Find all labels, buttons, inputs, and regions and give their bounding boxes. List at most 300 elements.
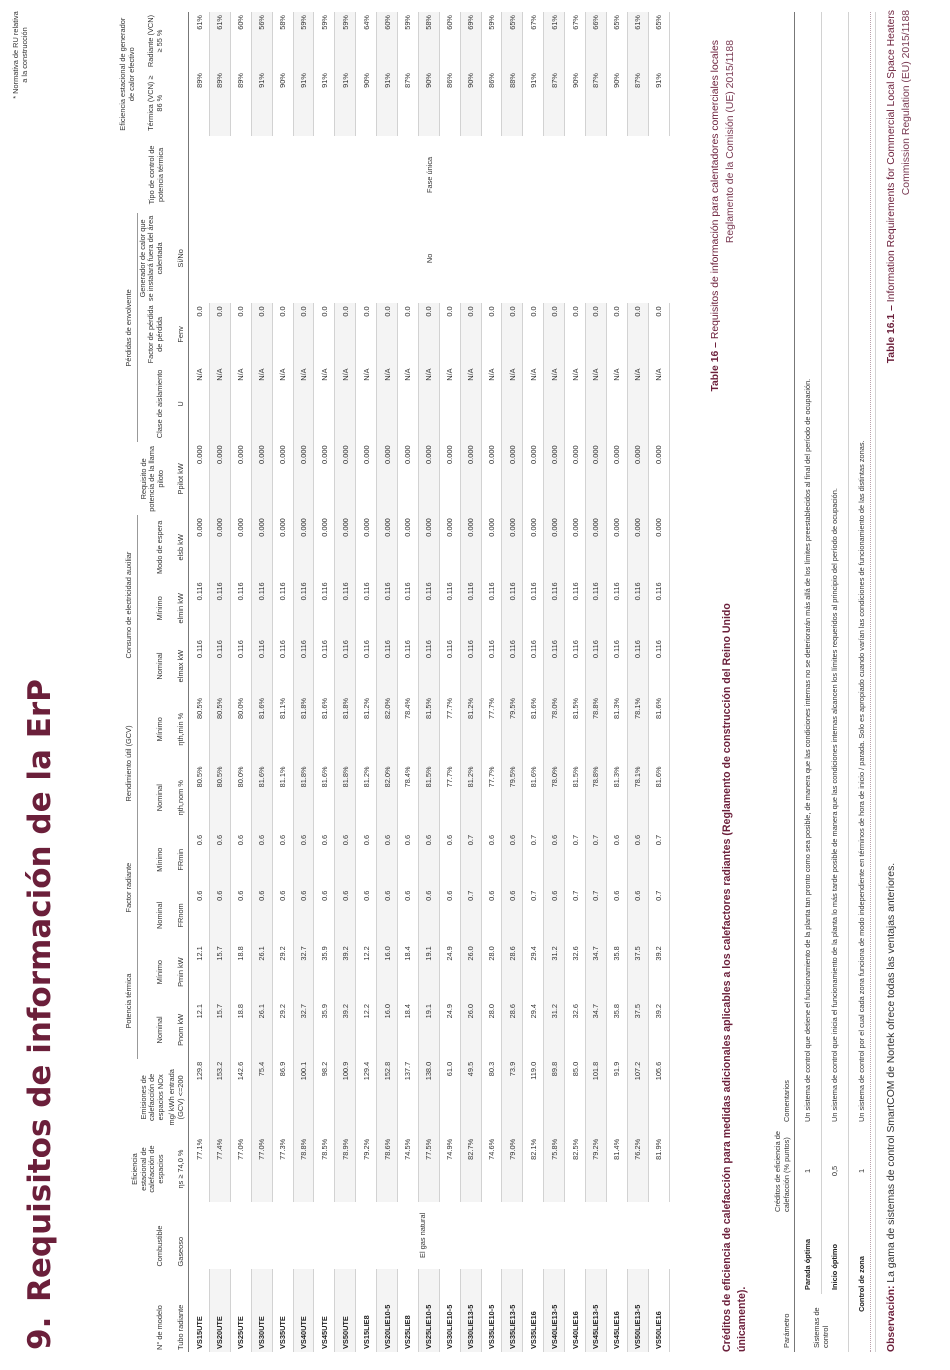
ethmin-cell: 78.4% xyxy=(398,695,419,763)
fenv-cell: 0.0 xyxy=(502,303,523,365)
elmin-cell: 0.116 xyxy=(523,579,544,637)
frnom-cell: 0.6 xyxy=(398,888,419,944)
hdr-radiant-efficiency: Radiante (VCN) ≥ 55 % xyxy=(146,14,164,68)
ppilot-cell: 0.000 xyxy=(586,442,607,515)
radiant-eff-cell: 59% xyxy=(335,12,356,70)
elmax-cell: 0.116 xyxy=(460,637,481,695)
hdr-heat-minimum: Mínimo xyxy=(154,960,164,985)
frnom-cell: 0.6 xyxy=(544,888,565,944)
radiant-eff-cell: 65% xyxy=(606,12,627,70)
hdr-heat-nominal: Nominal xyxy=(154,1016,164,1044)
credits-table xyxy=(772,12,876,1352)
elmin-cell: 0.116 xyxy=(439,579,460,637)
frmin-cell: 0.6 xyxy=(335,832,356,888)
frnom-cell: 0.6 xyxy=(418,888,439,944)
pnom-cell: 39.2 xyxy=(335,1001,356,1059)
model-cell: VS30UTE xyxy=(251,1269,272,1352)
frnom-cell: 0.6 xyxy=(272,888,293,944)
ethnom-cell: 80.0% xyxy=(230,763,251,831)
model-cell: VS45LIE13-5 xyxy=(586,1269,607,1352)
elmin-cell: 0.116 xyxy=(272,579,293,637)
hdr-aux-minimum: Mínimo xyxy=(154,596,164,621)
hdr-insulation-class: Clase de aislamiento xyxy=(154,369,164,439)
radiant-eff-cell: 60% xyxy=(230,12,251,70)
ppilot-cell: 0.000 xyxy=(189,442,210,515)
elmin-cell: 0.116 xyxy=(586,579,607,637)
model-cell: VS50UTE xyxy=(335,1269,356,1352)
pmin-cell: 34.7 xyxy=(586,943,607,1001)
observation xyxy=(884,452,899,1352)
pnom-cell: 26.0 xyxy=(460,1001,481,1059)
ethmin-cell: 81.6% xyxy=(251,695,272,763)
ethmin-cell: 78.1% xyxy=(627,695,648,763)
fenv-cell: 0.0 xyxy=(356,303,377,365)
elmax-cell: 0.116 xyxy=(606,637,627,695)
thermal-eff-cell: 87% xyxy=(586,70,607,136)
emissions-cell: 101.8 xyxy=(586,1059,607,1136)
u-cell: N/A xyxy=(230,365,251,442)
fuel-cell xyxy=(189,1202,419,1268)
ppilot-cell: 0.000 xyxy=(356,442,377,515)
unit-model: Tubo radiante xyxy=(166,1269,189,1352)
radiant-eff-cell: 65% xyxy=(648,12,669,70)
hdr-envelope-losses: Pérdidas de envolvente xyxy=(118,213,137,442)
ethnom-cell: 81.6% xyxy=(648,763,669,831)
pnom-cell: 29.2 xyxy=(272,1001,293,1059)
emissions-cell: 119.0 xyxy=(523,1059,544,1136)
hdr-radiant-factor: Factor radiante xyxy=(118,832,137,943)
elsb-cell: 0.000 xyxy=(356,515,377,579)
hdr-loss-factor: Factor de pérdida de pérdida xyxy=(146,305,164,364)
pmin-cell: 39.2 xyxy=(335,943,356,1001)
seasonal-cell: 74.9% xyxy=(439,1136,460,1202)
frmin-cell: 0.6 xyxy=(272,832,293,888)
pnom-cell: 15.7 xyxy=(210,1001,231,1059)
unit-frmin: FRmin xyxy=(166,832,189,888)
model-cell: VS30LIE10-5 xyxy=(439,1269,460,1352)
ethnom-cell: 81.6% xyxy=(251,763,272,831)
frmin-cell: 0.6 xyxy=(439,832,460,888)
ppilot-cell: 0.000 xyxy=(210,442,231,515)
elmax-cell: 0.116 xyxy=(586,637,607,695)
seasonal-cell: 76.2% xyxy=(627,1136,648,1202)
fenv-cell: 0.0 xyxy=(251,303,272,365)
u-cell: N/A xyxy=(210,365,231,442)
control-type-cell: Fase única xyxy=(189,136,669,213)
model-cell: VS40UTE xyxy=(293,1269,314,1352)
pmin-cell: 19.1 xyxy=(418,943,439,1001)
frnom-cell: 0.7 xyxy=(460,888,481,944)
frnom-cell: 0.6 xyxy=(189,888,210,944)
elsb-cell: 0.000 xyxy=(648,515,669,579)
model-cell: VS25LIE10-5 xyxy=(418,1269,439,1352)
radiant-eff-cell: 58% xyxy=(272,12,293,70)
seasonal-cell: 79.2% xyxy=(356,1136,377,1202)
thermal-eff-cell: 90% xyxy=(606,70,627,136)
credits-col-param: Parámetro xyxy=(772,1216,794,1352)
hdr-effective-efficiency: Eficiencia estacional de generador de calor efectivo xyxy=(118,17,136,131)
ppilot-cell: 0.000 xyxy=(606,442,627,515)
elmin-cell: 0.116 xyxy=(627,579,648,637)
model-cell: VS25LIE8 xyxy=(398,1269,419,1352)
thermal-eff-cell: 86% xyxy=(481,70,502,136)
emissions-cell: 98.2 xyxy=(314,1059,335,1136)
ethnom-cell: 81.6% xyxy=(523,763,544,831)
elmax-cell: 0.116 xyxy=(648,637,669,695)
seasonal-cell: 77.1% xyxy=(189,1136,210,1202)
ppilot-cell: 0.000 xyxy=(439,442,460,515)
unit-elmax: elmax kW xyxy=(166,637,189,695)
unit-ethmin: ηth,min % xyxy=(166,695,189,763)
frmin-cell: 0.6 xyxy=(627,832,648,888)
elmax-cell: 0.116 xyxy=(293,637,314,695)
unit-yn: Sí/No xyxy=(166,213,189,303)
radiant-eff-cell: 61% xyxy=(627,12,648,70)
pmin-cell: 24.9 xyxy=(439,943,460,1001)
thermal-eff-cell: 89% xyxy=(230,70,251,136)
ethmin-cell: 81.8% xyxy=(293,695,314,763)
frmin-cell: 0.6 xyxy=(314,832,335,888)
elmax-cell: 0.116 xyxy=(314,637,335,695)
emissions-cell: 107.2 xyxy=(627,1059,648,1136)
elsb-cell: 0.000 xyxy=(481,515,502,579)
frnom-cell: 0.6 xyxy=(356,888,377,944)
pnom-cell: 24.9 xyxy=(439,1001,460,1059)
elsb-cell: 0.000 xyxy=(251,515,272,579)
elsb-cell: 0.000 xyxy=(439,515,460,579)
hdr-fr-nominal: Nominal xyxy=(154,901,164,929)
elmax-cell: 0.116 xyxy=(544,637,565,695)
emissions-cell: 80.3 xyxy=(481,1059,502,1136)
model-cell: VS35LIE16 xyxy=(523,1269,544,1352)
frmin-cell: 0.7 xyxy=(523,832,544,888)
frnom-cell: 0.6 xyxy=(293,888,314,944)
elmax-cell: 0.116 xyxy=(481,637,502,695)
ppilot-cell: 0.000 xyxy=(314,442,335,515)
hdr-eff-minimum: Mínimo xyxy=(154,717,164,742)
seasonal-cell: 77.0% xyxy=(251,1136,272,1202)
fenv-cell: 0.0 xyxy=(377,303,398,365)
elmin-cell: 0.116 xyxy=(251,579,272,637)
emissions-cell: 49.5 xyxy=(460,1059,481,1136)
fenv-cell: 0.0 xyxy=(189,303,210,365)
pnom-cell: 34.7 xyxy=(586,1001,607,1059)
ppilot-cell: 0.000 xyxy=(230,442,251,515)
pnom-cell: 39.2 xyxy=(648,1001,669,1059)
frmin-cell: 0.6 xyxy=(356,832,377,888)
pnom-cell: 16.0 xyxy=(377,1001,398,1059)
ppilot-cell: 0.000 xyxy=(481,442,502,515)
seasonal-cell: 77.3% xyxy=(272,1136,293,1202)
unit-pmin: Pmin kW xyxy=(166,943,189,1001)
pmin-cell: 28.6 xyxy=(502,943,523,1001)
elmax-cell: 0.116 xyxy=(189,637,210,695)
thermal-eff-cell: 87% xyxy=(627,70,648,136)
elsb-cell: 0.000 xyxy=(230,515,251,579)
fenv-cell: 0.0 xyxy=(648,303,669,365)
ethnom-cell: 78.4% xyxy=(398,763,419,831)
credits-points: 0,5 xyxy=(821,1126,848,1216)
ethmin-cell: 81.5% xyxy=(565,695,586,763)
credits-col-points: Créditos de eficiencia de calefacción (% puntos) xyxy=(772,1126,794,1216)
frmin-cell: 0.6 xyxy=(293,832,314,888)
elsb-cell: 0.000 xyxy=(335,515,356,579)
thermal-eff-cell: 87% xyxy=(398,70,419,136)
unit-elsb: elsb kW xyxy=(166,515,189,579)
radiant-eff-cell: 61% xyxy=(189,12,210,70)
pmin-cell: 39.2 xyxy=(648,943,669,1001)
seasonal-cell: 82.5% xyxy=(565,1136,586,1202)
u-cell: N/A xyxy=(356,365,377,442)
elmax-cell: 0.116 xyxy=(251,637,272,695)
radiant-eff-cell: 67% xyxy=(523,12,544,70)
thermal-eff-cell: 91% xyxy=(648,70,669,136)
elmin-cell: 0.116 xyxy=(189,579,210,637)
ethnom-cell: 81.2% xyxy=(460,763,481,831)
model-cell: VS20LIE10-5 xyxy=(377,1269,398,1352)
table-16-text: Requisitos de información para calentadores comerciales locales xyxy=(710,40,721,343)
ethmin-cell: 81.6% xyxy=(523,695,544,763)
credits-row xyxy=(848,12,875,1352)
seasonal-cell: 81.9% xyxy=(648,1136,669,1202)
unit-radiant xyxy=(166,12,189,70)
frmin-cell: 0.6 xyxy=(189,832,210,888)
credits-points: 1 xyxy=(848,1126,875,1216)
fenv-cell: 0.0 xyxy=(335,303,356,365)
frnom-cell: 0.7 xyxy=(523,888,544,944)
elmin-cell: 0.116 xyxy=(648,579,669,637)
unit-ppilot: Ppilot kW xyxy=(166,442,189,515)
thermal-eff-cell: 89% xyxy=(189,70,210,136)
ppilot-cell: 0.000 xyxy=(272,442,293,515)
emissions-cell: 137.7 xyxy=(398,1059,419,1136)
table-16-label: Table 16 – xyxy=(710,342,721,392)
hdr-model-label: N° de modelo xyxy=(154,1305,164,1350)
radiant-eff-cell: 61% xyxy=(544,12,565,70)
radiant-eff-cell: 61% xyxy=(210,12,231,70)
u-cell: N/A xyxy=(481,365,502,442)
emissions-cell: 129.8 xyxy=(189,1059,210,1136)
uk-regulation-note: * Normativa de RU relativa a la construcción xyxy=(11,11,29,99)
credits-table-wrapper xyxy=(772,12,876,1352)
hdr-thermal-efficiency: Térmica (VCN) ≥ 86 % xyxy=(146,75,164,131)
frnom-cell: 0.6 xyxy=(230,888,251,944)
frnom-cell: 0.6 xyxy=(335,888,356,944)
emissions-cell: 61.0 xyxy=(439,1059,460,1136)
thermal-eff-cell: 90% xyxy=(418,70,439,136)
radiant-eff-cell: 59% xyxy=(481,12,502,70)
ethmin-cell: 78.8% xyxy=(586,695,607,763)
frnom-cell: 0.6 xyxy=(481,888,502,944)
radiant-eff-cell: 59% xyxy=(314,12,335,70)
pnom-cell: 35.8 xyxy=(606,1001,627,1059)
elsb-cell: 0.000 xyxy=(293,515,314,579)
pmin-cell: 31.2 xyxy=(544,943,565,1001)
unit-elmin: elmin kW xyxy=(166,579,189,637)
ethmin-cell: 79.5% xyxy=(502,695,523,763)
ethmin-cell: 81.5% xyxy=(418,695,439,763)
model-cell: VS45LIE16 xyxy=(606,1269,627,1352)
elmin-cell: 0.116 xyxy=(293,579,314,637)
hdr-model xyxy=(118,1269,137,1352)
u-cell: N/A xyxy=(418,365,439,442)
seasonal-cell: 79.0% xyxy=(502,1136,523,1202)
fenv-cell: 0.0 xyxy=(418,303,439,365)
elsb-cell: 0.000 xyxy=(460,515,481,579)
pnom-cell: 18.4 xyxy=(398,1001,419,1059)
hdr-auxiliary-electricity: Consumo de electricidad auxiliar xyxy=(118,515,137,695)
radiant-eff-cell: 64% xyxy=(356,12,377,70)
fenv-cell: 0.0 xyxy=(439,303,460,365)
pmin-cell: 16.0 xyxy=(377,943,398,1001)
model-cell: VS15LIE8 xyxy=(356,1269,377,1352)
thermal-eff-cell: 91% xyxy=(335,70,356,136)
pmin-cell: 15.7 xyxy=(210,943,231,1001)
fenv-cell: 0.0 xyxy=(210,303,231,365)
emissions-cell: 89.8 xyxy=(544,1059,565,1136)
credits-name: Parada óptima xyxy=(794,1216,821,1294)
fenv-cell: 0.0 xyxy=(293,303,314,365)
hdr-control-type: Tipo de control de potencia térmica xyxy=(147,145,165,205)
thermal-eff-cell: 90% xyxy=(272,70,293,136)
unit-fenv: Fenv xyxy=(166,303,189,365)
ethnom-cell: 77.7% xyxy=(439,763,460,831)
elsb-cell: 0.000 xyxy=(627,515,648,579)
hdr-pilot-flame: Requisito de potencia de la llama piloto xyxy=(138,445,165,512)
ethnom-cell: 79.5% xyxy=(502,763,523,831)
hdr-outside-heated-area: Generador de calor que se instalará fuera del área calentada xyxy=(137,215,164,302)
thermal-eff-cell: 89% xyxy=(210,70,231,136)
frmin-cell: 0.6 xyxy=(377,832,398,888)
emissions-cell: 100.1 xyxy=(293,1059,314,1136)
credits-row xyxy=(794,12,821,1352)
ppilot-cell: 0.000 xyxy=(293,442,314,515)
ethmin-cell: 80.5% xyxy=(210,695,231,763)
emissions-cell: 129.4 xyxy=(356,1059,377,1136)
frnom-cell: 0.6 xyxy=(210,888,231,944)
hdr-seasonal: Eficiencia estacional de calefacción de espacios xyxy=(130,1145,165,1193)
ethnom-cell: 81.5% xyxy=(418,763,439,831)
fenv-cell: 0.0 xyxy=(627,303,648,365)
thermal-eff-cell: 86% xyxy=(439,70,460,136)
model-cell: VS40LIE13-5 xyxy=(544,1269,565,1352)
ethnom-cell: 80.5% xyxy=(210,763,231,831)
hdr-useful-efficiency: Rendimiento útil (GCV) xyxy=(118,695,137,832)
model-cell: VS15UTE xyxy=(189,1269,210,1352)
observation-text: La gama de sistemas de control SmartCOM de Nortek ofrece todas las ventajas anteriores. xyxy=(886,862,897,1286)
frnom-cell: 0.6 xyxy=(314,888,335,944)
u-cell: N/A xyxy=(523,365,544,442)
elmin-cell: 0.116 xyxy=(398,579,419,637)
ethnom-cell: 81.1% xyxy=(272,763,293,831)
thermal-eff-cell: 91% xyxy=(251,70,272,136)
frmin-cell: 0.6 xyxy=(230,832,251,888)
elsb-cell: 0.000 xyxy=(189,515,210,579)
radiant-eff-cell: 56% xyxy=(251,12,272,70)
ppilot-cell: 0.000 xyxy=(627,442,648,515)
ethnom-cell: 81.6% xyxy=(314,763,335,831)
emissions-cell: 152.8 xyxy=(377,1059,398,1136)
u-cell: N/A xyxy=(439,365,460,442)
ppilot-cell: 0.000 xyxy=(648,442,669,515)
elsb-cell: 0.000 xyxy=(586,515,607,579)
credits-col-comments: Comentarios xyxy=(772,12,794,1126)
elmin-cell: 0.116 xyxy=(565,579,586,637)
section-title xyxy=(22,679,58,1350)
thermal-eff-cell: 91% xyxy=(377,70,398,136)
fenv-cell: 0.0 xyxy=(398,303,419,365)
credits-comment: Un sistema de control por el cual cada zona funciona de modo independiente en términos de hora de inicio / parada. Solo es apropiado cuando varían las condiciones de funcionamiento de las distintas zonas. xyxy=(848,12,875,1126)
pnom-cell: 35.9 xyxy=(314,1001,335,1059)
thermal-eff-cell: 88% xyxy=(502,70,523,136)
elmax-cell: 0.116 xyxy=(272,637,293,695)
model-cell: VS40LIE16 xyxy=(565,1269,586,1352)
erp-table xyxy=(118,12,670,1352)
model-cell: VS35LIE13-5 xyxy=(502,1269,523,1352)
model-cell: VS45UTE xyxy=(314,1269,335,1352)
elmin-cell: 0.116 xyxy=(314,579,335,637)
elsb-cell: 0.000 xyxy=(544,515,565,579)
unit-fuel: Gaseoso xyxy=(166,1202,189,1268)
hdr-eff-nominal: Nominal xyxy=(154,784,164,812)
thermal-eff-cell: 91% xyxy=(523,70,544,136)
u-cell: N/A xyxy=(335,365,356,442)
ethmin-cell: 80.0% xyxy=(230,695,251,763)
emissions-cell: 86.9 xyxy=(272,1059,293,1136)
credits-name: Control de zona xyxy=(848,1216,875,1352)
ppilot-cell: 0.000 xyxy=(398,442,419,515)
frnom-cell: 0.6 xyxy=(502,888,523,944)
fenv-cell: 0.0 xyxy=(272,303,293,365)
fenv-cell: 0.0 xyxy=(565,303,586,365)
emissions-cell: 142.6 xyxy=(230,1059,251,1136)
hdr-fuel-label: Combustible xyxy=(154,1225,164,1267)
pmin-cell: 35.9 xyxy=(314,943,335,1001)
ppilot-cell: 0.000 xyxy=(418,442,439,515)
elmin-cell: 0.116 xyxy=(356,579,377,637)
elmax-cell: 0.116 xyxy=(627,637,648,695)
emissions-cell: 91.9 xyxy=(606,1059,627,1136)
u-cell: N/A xyxy=(502,365,523,442)
model-cell: VS35UTE xyxy=(272,1269,293,1352)
dotted-divider xyxy=(870,12,871,1352)
frnom-cell: 0.6 xyxy=(606,888,627,944)
elmin-cell: 0.116 xyxy=(606,579,627,637)
credits-heading: Créditos de eficiencia de calefacción para medidas adicionales aplicables a los calefactores radiantes (Reglamento de construcción del Reino Unido únicamente). xyxy=(721,603,749,1352)
u-cell: N/A xyxy=(314,365,335,442)
ppilot-cell: 0.000 xyxy=(565,442,586,515)
elsb-cell: 0.000 xyxy=(418,515,439,579)
radiant-eff-cell: 66% xyxy=(586,12,607,70)
elmin-cell: 0.116 xyxy=(335,579,356,637)
unit-u: U xyxy=(166,365,189,442)
thermal-eff-cell: 87% xyxy=(544,70,565,136)
u-cell: N/A xyxy=(377,365,398,442)
thermal-eff-cell: 91% xyxy=(314,70,335,136)
ethmin-cell: 81.6% xyxy=(648,695,669,763)
seasonal-cell: 75.8% xyxy=(544,1136,565,1202)
frmin-cell: 0.7 xyxy=(648,832,669,888)
elmin-cell: 0.116 xyxy=(377,579,398,637)
seasonal-cell: 78.5% xyxy=(314,1136,335,1202)
pmin-cell: 35.8 xyxy=(606,943,627,1001)
elmin-cell: 0.116 xyxy=(210,579,231,637)
elmin-cell: 0.116 xyxy=(460,579,481,637)
model-cell: VS50LIE16 xyxy=(648,1269,669,1352)
pnom-cell: 31.2 xyxy=(544,1001,565,1059)
u-cell: N/A xyxy=(606,365,627,442)
ethnom-cell: 80.5% xyxy=(189,763,210,831)
